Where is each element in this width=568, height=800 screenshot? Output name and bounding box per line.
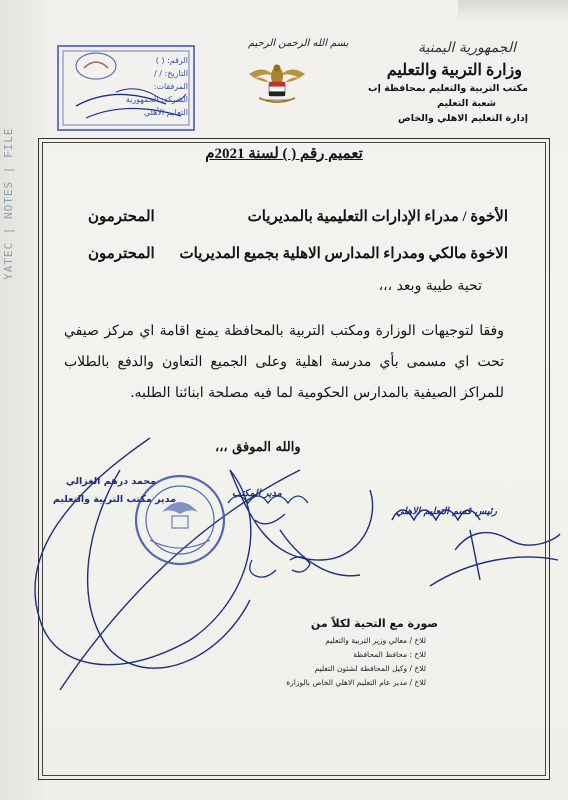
division-name: شعبة التعليم: [437, 98, 496, 109]
stamp-date: التاريخ: / /: [154, 69, 188, 78]
honorific-2: المحترمون: [88, 246, 155, 262]
office-name: مكتب التربية والتعليم بمحافظة إب: [368, 83, 528, 94]
republic-heading: الجمهورية اليمنية: [417, 40, 516, 56]
addressee-1: الأخوة / مدراء الإدارات التعليمية بالمديريات: [247, 209, 508, 225]
circular-title: تعميم رقم ( ) لسنة 2021م: [205, 146, 363, 162]
department-name: إدارة التعليم الاهلي والخاص: [398, 113, 528, 124]
ministry-name: وزارة التربية والتعليم: [386, 62, 522, 79]
handwritten-signature-right: [392, 510, 560, 586]
stamp-number: الرقم: ( ): [155, 56, 188, 65]
basmala: بسم الله الرحمن الرحيم: [248, 38, 349, 49]
cc-title: صورة مع التحية لكلاً من: [310, 617, 438, 630]
handwritten-title-right: رئيس قسم التعليم الاهلي: [396, 506, 497, 517]
stamp-attachments: المرفقات:: [153, 82, 188, 91]
stamp-line-4: الشركة: الجمهورية: [125, 95, 188, 104]
cc-item-3: للاخ / وكيل المحافظة لشئون التعليم: [314, 664, 426, 673]
stamp-line-5: التعليم الأهلي: [143, 108, 188, 117]
addressee-2: الاخوة مالكي ومدراء المدارس الاهلية بجميع المديريات: [179, 246, 508, 262]
cc-item-1: للاخ / معالي وزير التربية والتعليم: [325, 636, 426, 645]
greeting: تحية طيبة وبعد ،،،: [378, 278, 482, 294]
cc-item-4: للاخ / مدير عام التعليم الاهلي الخاص بالوزارة: [286, 678, 426, 687]
director-name: محمد درهم الغزالي: [65, 476, 156, 487]
handwritten-signature-mid: [228, 496, 310, 577]
closing-line: والله الموفق ،،،: [215, 440, 301, 455]
body-paragraph: وفقا لتوجيهات الوزارة ومكتب التربية بالمحافظة يمنع اقامة اي مركز صيفي تحت اي مسمى بأي مدرسة اهلية وعلى الجميع التعاون والدفع بالطلاب للمراكز الصيفية بالمدارس الحكومية لما فيه مصلحة ابنائنا الطلبه.: [64, 323, 504, 401]
director-title: مدير مكتب التربية والتعليم: [52, 494, 176, 505]
handwritten-title-left: مدير المكتب: [232, 488, 282, 499]
honorific-1: المحترمون: [88, 209, 155, 225]
edge-watermark: YATEC | NOTES | FILE: [2, 127, 15, 280]
cc-item-2: للاخ : محافظ المحافظة: [353, 650, 426, 659]
